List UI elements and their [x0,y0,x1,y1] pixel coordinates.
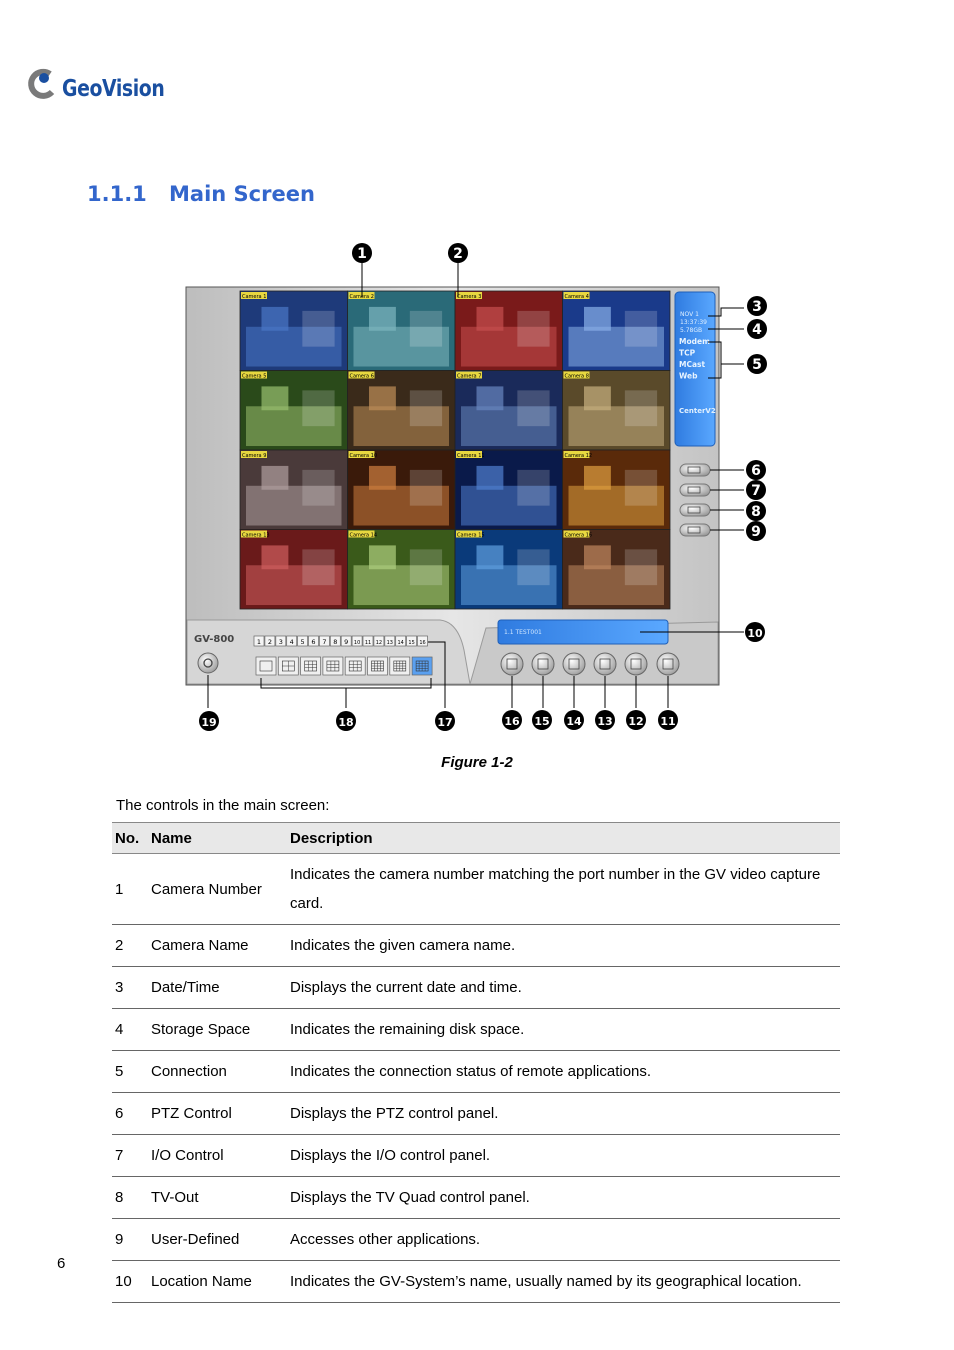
table-header-row [112,823,840,854]
figure-caption [0,754,954,771]
callout-number: 8 [751,504,761,520]
camera-select-button[interactable] [396,636,406,646]
exit-button[interactable] [657,653,679,675]
callout-3 [747,296,767,316]
camera-name-label: Camera 7 [457,373,482,380]
row-description: Indicates the GV-System’s name, usually named by its geographical location. [287,1261,840,1303]
row-number: 8 [112,1177,148,1219]
row-number: 10 [112,1261,148,1303]
camera-name-label: Camera 9 [242,453,267,459]
camera-select-label: 9 [344,638,349,646]
callout-number: 10 [747,627,763,640]
camera-name-label: Camera 6 [349,373,374,380]
camera-select-label: 8 [333,638,338,646]
callout-17 [435,711,455,731]
row-number: 3 [112,967,148,1009]
connection-status-item: Modem [679,337,710,346]
network-button[interactable] [625,653,647,675]
table-row [112,1135,840,1177]
camera-view[interactable] [240,371,348,451]
camera-select-label: 10 [353,640,361,646]
row-name: Camera Name [148,925,287,967]
controls-table [112,822,840,1303]
callout-13 [595,710,615,730]
row-name: Camera Number [148,854,287,925]
callout-number: 17 [437,716,453,729]
callout-7 [746,480,766,500]
camera-view[interactable] [455,530,563,610]
table-row [112,1051,840,1093]
camera-name-label: Camera 12 [564,453,593,459]
row-number: 2 [112,925,148,967]
row-description: Displays the I/O control panel. [287,1135,840,1177]
screen-division-button[interactable] [412,657,432,675]
row-number: 5 [112,1051,148,1093]
row-description: Indicates the given camera name. [287,925,840,967]
callout-number: 11 [660,715,676,728]
table-row [112,1261,840,1303]
figure-caption-text: Figure 1-2 [441,754,513,771]
view-log-button[interactable] [594,653,616,675]
camera-select-button[interactable] [407,636,417,646]
callout-14 [564,710,584,730]
ptz-control-button[interactable] [680,464,710,476]
section-number: 1.1.1 [87,182,147,206]
camera-name-label: Camera 14 [349,532,378,539]
camera-select-label: 5 [300,638,305,646]
callout-number: 15 [534,715,550,728]
callout-10 [745,622,765,642]
header-name: Name [148,823,287,854]
row-number: 6 [112,1093,148,1135]
screen-division-button[interactable] [301,657,321,675]
callout-4 [747,319,767,339]
callout-11 [658,710,678,730]
connection-status-item: Web [679,371,698,381]
camera-view[interactable] [348,371,456,451]
camera-select-label: 7 [322,638,327,646]
camera-view[interactable] [455,450,563,530]
camera-select-label: 16 [419,640,426,646]
row-name: Storage Space [148,1009,287,1051]
tv-out-button[interactable] [680,504,710,516]
camera-view[interactable] [563,530,671,610]
row-description: Displays the current date and time. [287,967,840,1009]
table-row [112,1093,840,1135]
table-row [112,1177,840,1219]
table-row [112,854,840,925]
camera-select-label: 11 [364,640,372,646]
camera-select-button[interactable] [254,636,264,646]
hardware-button[interactable] [563,653,585,675]
camera-select-label: 1 [256,638,262,646]
camera-select-button[interactable] [287,636,297,646]
camera-name-label: Camera 4 [564,294,589,300]
camera-select-label: 3 [278,638,283,646]
camera-select-label: 4 [289,638,294,646]
camera-select-button[interactable] [341,636,351,646]
table-body [112,854,840,1303]
row-number: 7 [112,1135,148,1177]
screen-division-button[interactable] [345,657,365,675]
camera-view[interactable] [455,291,563,371]
product-label: GV-800 [194,634,235,645]
camera-select-button[interactable] [352,636,362,646]
camera-select-button[interactable] [276,636,286,646]
camera-select-button[interactable] [330,636,340,646]
camera-select-button[interactable] [374,636,384,646]
callout-1 [352,243,372,263]
connection-status-item: TCP [679,348,696,358]
camera-view[interactable] [563,291,671,371]
row-description: Indicates the remaining disk space. [287,1009,840,1051]
callout-number: 18 [338,716,354,729]
header-no: No. [112,823,148,854]
callout-18 [336,711,356,731]
row-description: Displays the PTZ control panel. [287,1093,840,1135]
camera-select-button[interactable] [385,636,395,646]
user-defined-button[interactable] [680,524,710,536]
callout-number: 6 [751,463,761,479]
intro-text: The controls in the main screen: [116,797,330,814]
camera-view[interactable] [348,450,456,530]
status-storage: 5.78GB [680,327,703,334]
brand-name: GeoVision [62,76,165,102]
callout-number: 9 [751,524,761,540]
camera-name-label: Camera 15 [457,532,485,539]
table-row [112,1009,840,1051]
camera-name-label: Camera 16 [564,532,593,539]
row-number: 9 [112,1219,148,1261]
callout-number: 16 [504,715,520,728]
callout-16 [502,710,522,730]
callout-number: 12 [628,715,644,728]
screen-division-button[interactable] [390,657,410,675]
row-name: TV-Out [148,1177,287,1219]
connection-status-item: MCast [679,360,706,369]
header-description: Description [287,823,840,854]
camera-view[interactable] [348,530,456,610]
row-name: I/O Control [148,1135,287,1177]
camera-select-button[interactable] [363,636,373,646]
camera-select-label: 12 [375,640,383,646]
callout-number: 7 [751,483,761,499]
camera-name-label: Camera 1 [242,294,267,300]
row-number: 1 [112,854,148,925]
location-name: 1.1 TEST001 [504,629,542,636]
callout-12 [626,710,646,730]
callout-5 [747,354,767,374]
section-title: Main Screen [169,182,315,206]
camera-select-label: 6 [311,638,316,646]
camera-select-button[interactable] [418,636,428,646]
camera-select-label: 13 [386,640,393,646]
camera-name-label: Camera 10 [349,453,378,459]
status-time: 13:37:39 [680,319,707,326]
callout-number: 14 [566,715,582,728]
callout-8 [746,501,766,521]
callout-9 [746,521,766,541]
screen-division-button[interactable] [323,657,343,675]
camera-view[interactable] [240,450,348,530]
camera-select-button[interactable] [309,636,319,646]
callout-number: 3 [752,299,762,315]
screen-division-button[interactable] [256,657,276,675]
camera-view[interactable] [240,530,348,610]
callout-number: 2 [453,246,463,262]
camera-name-label: Camera 5 [242,373,267,380]
camera-select-button[interactable] [298,636,308,646]
row-name: Date/Time [148,967,287,1009]
screen-division-button[interactable] [368,657,388,675]
callout-number: 13 [597,715,613,728]
callout-number: 1 [357,246,367,262]
page-number: 6 [57,1255,66,1272]
row-description: Indicates the camera number matching the port number in the GV video capture card. [287,854,840,925]
callout-2 [448,243,468,263]
camera-view[interactable] [563,371,671,451]
camera-view[interactable] [563,450,671,530]
row-name: Location Name [148,1261,287,1303]
camera-select-button[interactable] [319,636,329,646]
camera-view[interactable] [240,291,348,371]
camera-name-label: Camera 3 [457,294,482,300]
io-control-button[interactable] [680,484,710,496]
camera-view[interactable] [455,371,563,451]
camera-name-label: Camera 13 [242,532,270,539]
row-number: 4 [112,1009,148,1051]
row-name: PTZ Control [148,1093,287,1135]
status-date: NOV 1 [680,311,699,318]
camera-name-label: Camera 11 [457,453,485,459]
power-button[interactable] [198,653,218,673]
row-description: Indicates the connection status of remote applications. [287,1051,840,1093]
camera-name-label: Camera 2 [349,294,374,300]
table-row [112,1219,840,1261]
camera-select-button[interactable] [265,636,275,646]
callout-number: 19 [201,716,217,729]
callout-number: 4 [752,322,762,338]
row-name: User-Defined [148,1219,287,1261]
row-name: Connection [148,1051,287,1093]
camera-select-label: 14 [397,640,404,646]
table-row [112,967,840,1009]
row-description: Accesses other applications. [287,1219,840,1261]
camera-grid [240,291,670,609]
row-description: Displays the TV Quad control panel. [287,1177,840,1219]
camera-select-label: 2 [267,638,272,646]
screen-division-button[interactable] [278,657,298,675]
callout-19 [199,711,219,731]
callout-15 [532,710,552,730]
callout-6 [746,460,766,480]
camera-view[interactable] [348,291,456,371]
schedule-button[interactable] [532,653,554,675]
system-configure-button[interactable] [501,653,523,675]
status-center: CenterV2 [679,407,716,415]
camera-select-label: 15 [408,640,415,646]
camera-name-label: Camera 8 [564,373,589,380]
table-row [112,925,840,967]
callout-number: 5 [752,357,762,373]
